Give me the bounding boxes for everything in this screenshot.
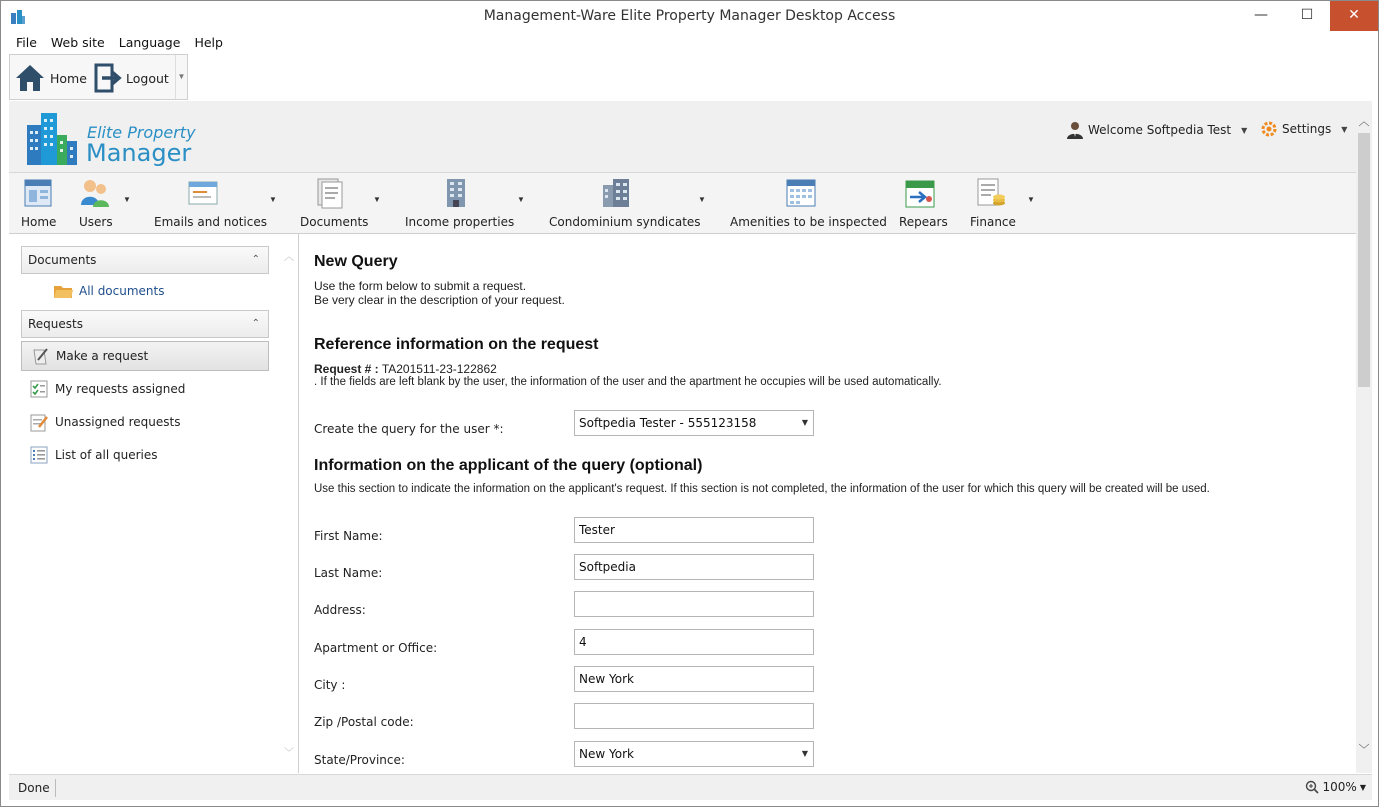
unassigned-requests-label: Unassigned requests [55, 415, 181, 429]
state-select[interactable] [574, 741, 814, 767]
chevron-up-icon: ⌃ [251, 318, 260, 329]
create-for-user-select[interactable] [574, 410, 814, 436]
nav-documents[interactable] [297, 173, 383, 233]
nav-income-properties-label: Income properties [405, 215, 515, 229]
folder-icon [53, 281, 73, 301]
chevron-down-icon: ▼ [1341, 124, 1348, 134]
make-request-label: Make a request [56, 349, 149, 363]
requests-panel-title: Requests [28, 317, 83, 331]
nav-emails[interactable] [151, 173, 281, 233]
menu-help[interactable]: Help [194, 35, 223, 50]
status-separator [55, 779, 56, 797]
create-for-user-value: Softpedia Tester - 555123158 [579, 416, 757, 430]
header [9, 101, 1356, 173]
nav-amenities-label: Amenities to be inspected [730, 215, 887, 229]
welcome-text: Welcome Softpedia Test [1088, 123, 1232, 137]
chevron-up-icon: ⌃ [251, 254, 260, 265]
logo-text-line2: Manager [86, 139, 192, 167]
repairs-calendar-icon [904, 177, 936, 209]
query-form [300, 234, 1356, 773]
chevron-down-icon: ▼ [1359, 782, 1366, 792]
nav-condominium-label: Condominium syndicates [549, 215, 701, 229]
requests-panel-header[interactable] [21, 310, 269, 338]
chevron-down-icon: ▼ [1241, 125, 1248, 135]
building-icon [440, 177, 472, 209]
email-notice-icon [187, 177, 219, 209]
chevron-down-icon: ▼ [801, 749, 808, 758]
users-icon [79, 177, 111, 209]
my-requests-label: My requests assigned [55, 382, 186, 396]
request-number-line [314, 362, 497, 376]
nav-amenities[interactable] [727, 173, 887, 233]
sidebar-item-my-requests-assigned[interactable] [21, 374, 269, 404]
calendar-icon [785, 177, 817, 209]
nav-users[interactable] [71, 173, 135, 233]
form-intro-line2: Be very clear in the description of your request. [314, 293, 565, 307]
user-menu[interactable] [1066, 121, 1247, 139]
list-all-queries-label: List of all queries [55, 448, 158, 462]
nav-repears-label: Repears [899, 215, 948, 229]
status-text: Done [18, 781, 50, 795]
chevron-down-icon: ▼ [698, 195, 706, 204]
scrollbar-thumb[interactable] [1358, 133, 1370, 387]
status-bar [9, 774, 1372, 800]
scroll-down-icon[interactable]: ﹀ [284, 748, 294, 759]
quick-toolbar [9, 54, 188, 100]
documents-icon [314, 177, 346, 209]
chevron-down-icon: ▼ [123, 195, 131, 204]
request-number-label: Request # : [314, 362, 379, 376]
nav-home[interactable] [17, 173, 59, 233]
menu-web-site[interactable]: Web site [50, 35, 105, 50]
first-name-input[interactable]: Tester [574, 517, 814, 543]
sidebar-scrollbar[interactable] [282, 242, 296, 762]
documents-panel-title: Documents [28, 253, 97, 267]
first-name-label: First Name: [314, 529, 383, 543]
city-input[interactable]: New York [574, 666, 814, 692]
reference-section-title: Reference information on the request [314, 336, 599, 353]
settings-menu[interactable] [1261, 121, 1347, 137]
content-area [9, 101, 1356, 773]
logo [25, 111, 215, 167]
nav-income-properties[interactable] [403, 173, 527, 233]
apartment-input[interactable]: 4 [574, 629, 814, 655]
nav-finance-label: Finance [970, 215, 1016, 229]
minimize-button[interactable]: — [1254, 7, 1268, 23]
main-nav [9, 173, 1356, 234]
state-label: State/Province: [314, 753, 405, 767]
scroll-down-icon[interactable]: ﹀ [1358, 744, 1370, 756]
city-label: City : [314, 678, 346, 692]
applicant-note: Use this section to indicate the information on the applicant's request. If this section is not completed, the information of the user for which this query will be created will be used. [314, 483, 1210, 495]
state-value: New York [579, 747, 634, 761]
zoom-icon [1305, 780, 1319, 794]
reference-note: . If the fields are left blank by the user, the information of the user and the apartment he occupies will be used automatically. [314, 376, 942, 388]
nav-home-label: Home [21, 215, 57, 229]
sidebar [9, 234, 299, 773]
condominium-icon [600, 177, 632, 209]
logo-text-line1: Elite Property [87, 123, 196, 142]
request-number-value: TA201511-23-122862 [381, 362, 497, 376]
nav-documents-label: Documents [300, 215, 369, 229]
address-label: Address: [314, 603, 366, 617]
menu-bar [9, 33, 230, 53]
home-icon [14, 62, 46, 94]
form-title: New Query [314, 253, 398, 270]
menu-language[interactable]: Language [118, 35, 181, 50]
close-button[interactable]: ✕ [1330, 1, 1378, 31]
logout-icon [94, 62, 122, 94]
nav-emails-label: Emails and notices [154, 215, 267, 229]
nav-finance[interactable] [965, 173, 1035, 233]
checklist-icon [29, 379, 49, 399]
documents-panel-header[interactable] [21, 246, 269, 274]
main-scrollbar[interactable] [1356, 101, 1372, 773]
gear-icon [1261, 121, 1277, 137]
sidebar-item-unassigned-requests[interactable] [21, 407, 269, 437]
create-for-user-label: Create the query for the user *: [314, 422, 504, 436]
list-icon [29, 445, 49, 465]
logout-label: Logout [126, 70, 169, 86]
user-avatar-icon [1066, 121, 1084, 139]
settings-label: Settings [1282, 122, 1332, 136]
zoom-control[interactable] [1305, 780, 1366, 794]
chevron-down-icon: ▼ [1027, 195, 1035, 204]
address-input[interactable] [574, 591, 814, 617]
all-documents-label: All documents [79, 284, 165, 298]
title-bar [1, 1, 1378, 32]
window-title: Management-Ware Elite Property Manager Desktop Access [483, 8, 896, 24]
toolbar-dropdown[interactable]: ▼ [175, 55, 187, 99]
zip-input[interactable] [574, 703, 814, 729]
applicant-section-title: Information on the applicant of the query (optional) [314, 457, 703, 474]
menu-file[interactable]: File [16, 35, 37, 50]
finance-icon [975, 177, 1007, 209]
chevron-down-icon: ▼ [373, 195, 381, 204]
sidebar-item-make-request[interactable] [21, 341, 269, 371]
zoom-level: 100% [1322, 780, 1357, 794]
buildings-logo-icon [25, 111, 81, 167]
logout-button[interactable] [94, 61, 169, 95]
sidebar-item-all-documents[interactable] [45, 276, 293, 306]
scroll-up-icon[interactable]: ︿ [284, 252, 294, 263]
home-page-icon [22, 177, 54, 209]
zip-label: Zip /Postal code: [314, 715, 414, 729]
form-intro-line1: Use the form below to submit a request. [314, 279, 527, 293]
nav-condominium-syndicates[interactable] [547, 173, 707, 233]
edit-note-icon [29, 412, 49, 432]
nav-repears[interactable] [895, 173, 947, 233]
scroll-up-icon[interactable]: ︿ [1358, 116, 1370, 128]
chevron-down-icon: ▼ [517, 195, 525, 204]
chevron-down-icon: ▼ [269, 195, 277, 204]
maximize-button[interactable]: ☐ [1300, 7, 1314, 23]
last-name-input[interactable]: Softpedia [574, 554, 814, 580]
home-label: Home [50, 70, 87, 86]
last-name-label: Last Name: [314, 566, 383, 580]
sidebar-item-list-all-queries[interactable] [21, 440, 269, 470]
apartment-label: Apartment or Office: [314, 641, 438, 655]
pen-request-icon [30, 346, 50, 366]
chevron-down-icon: ▼ [801, 418, 808, 427]
home-button[interactable] [14, 61, 87, 95]
nav-users-label: Users [79, 215, 113, 229]
